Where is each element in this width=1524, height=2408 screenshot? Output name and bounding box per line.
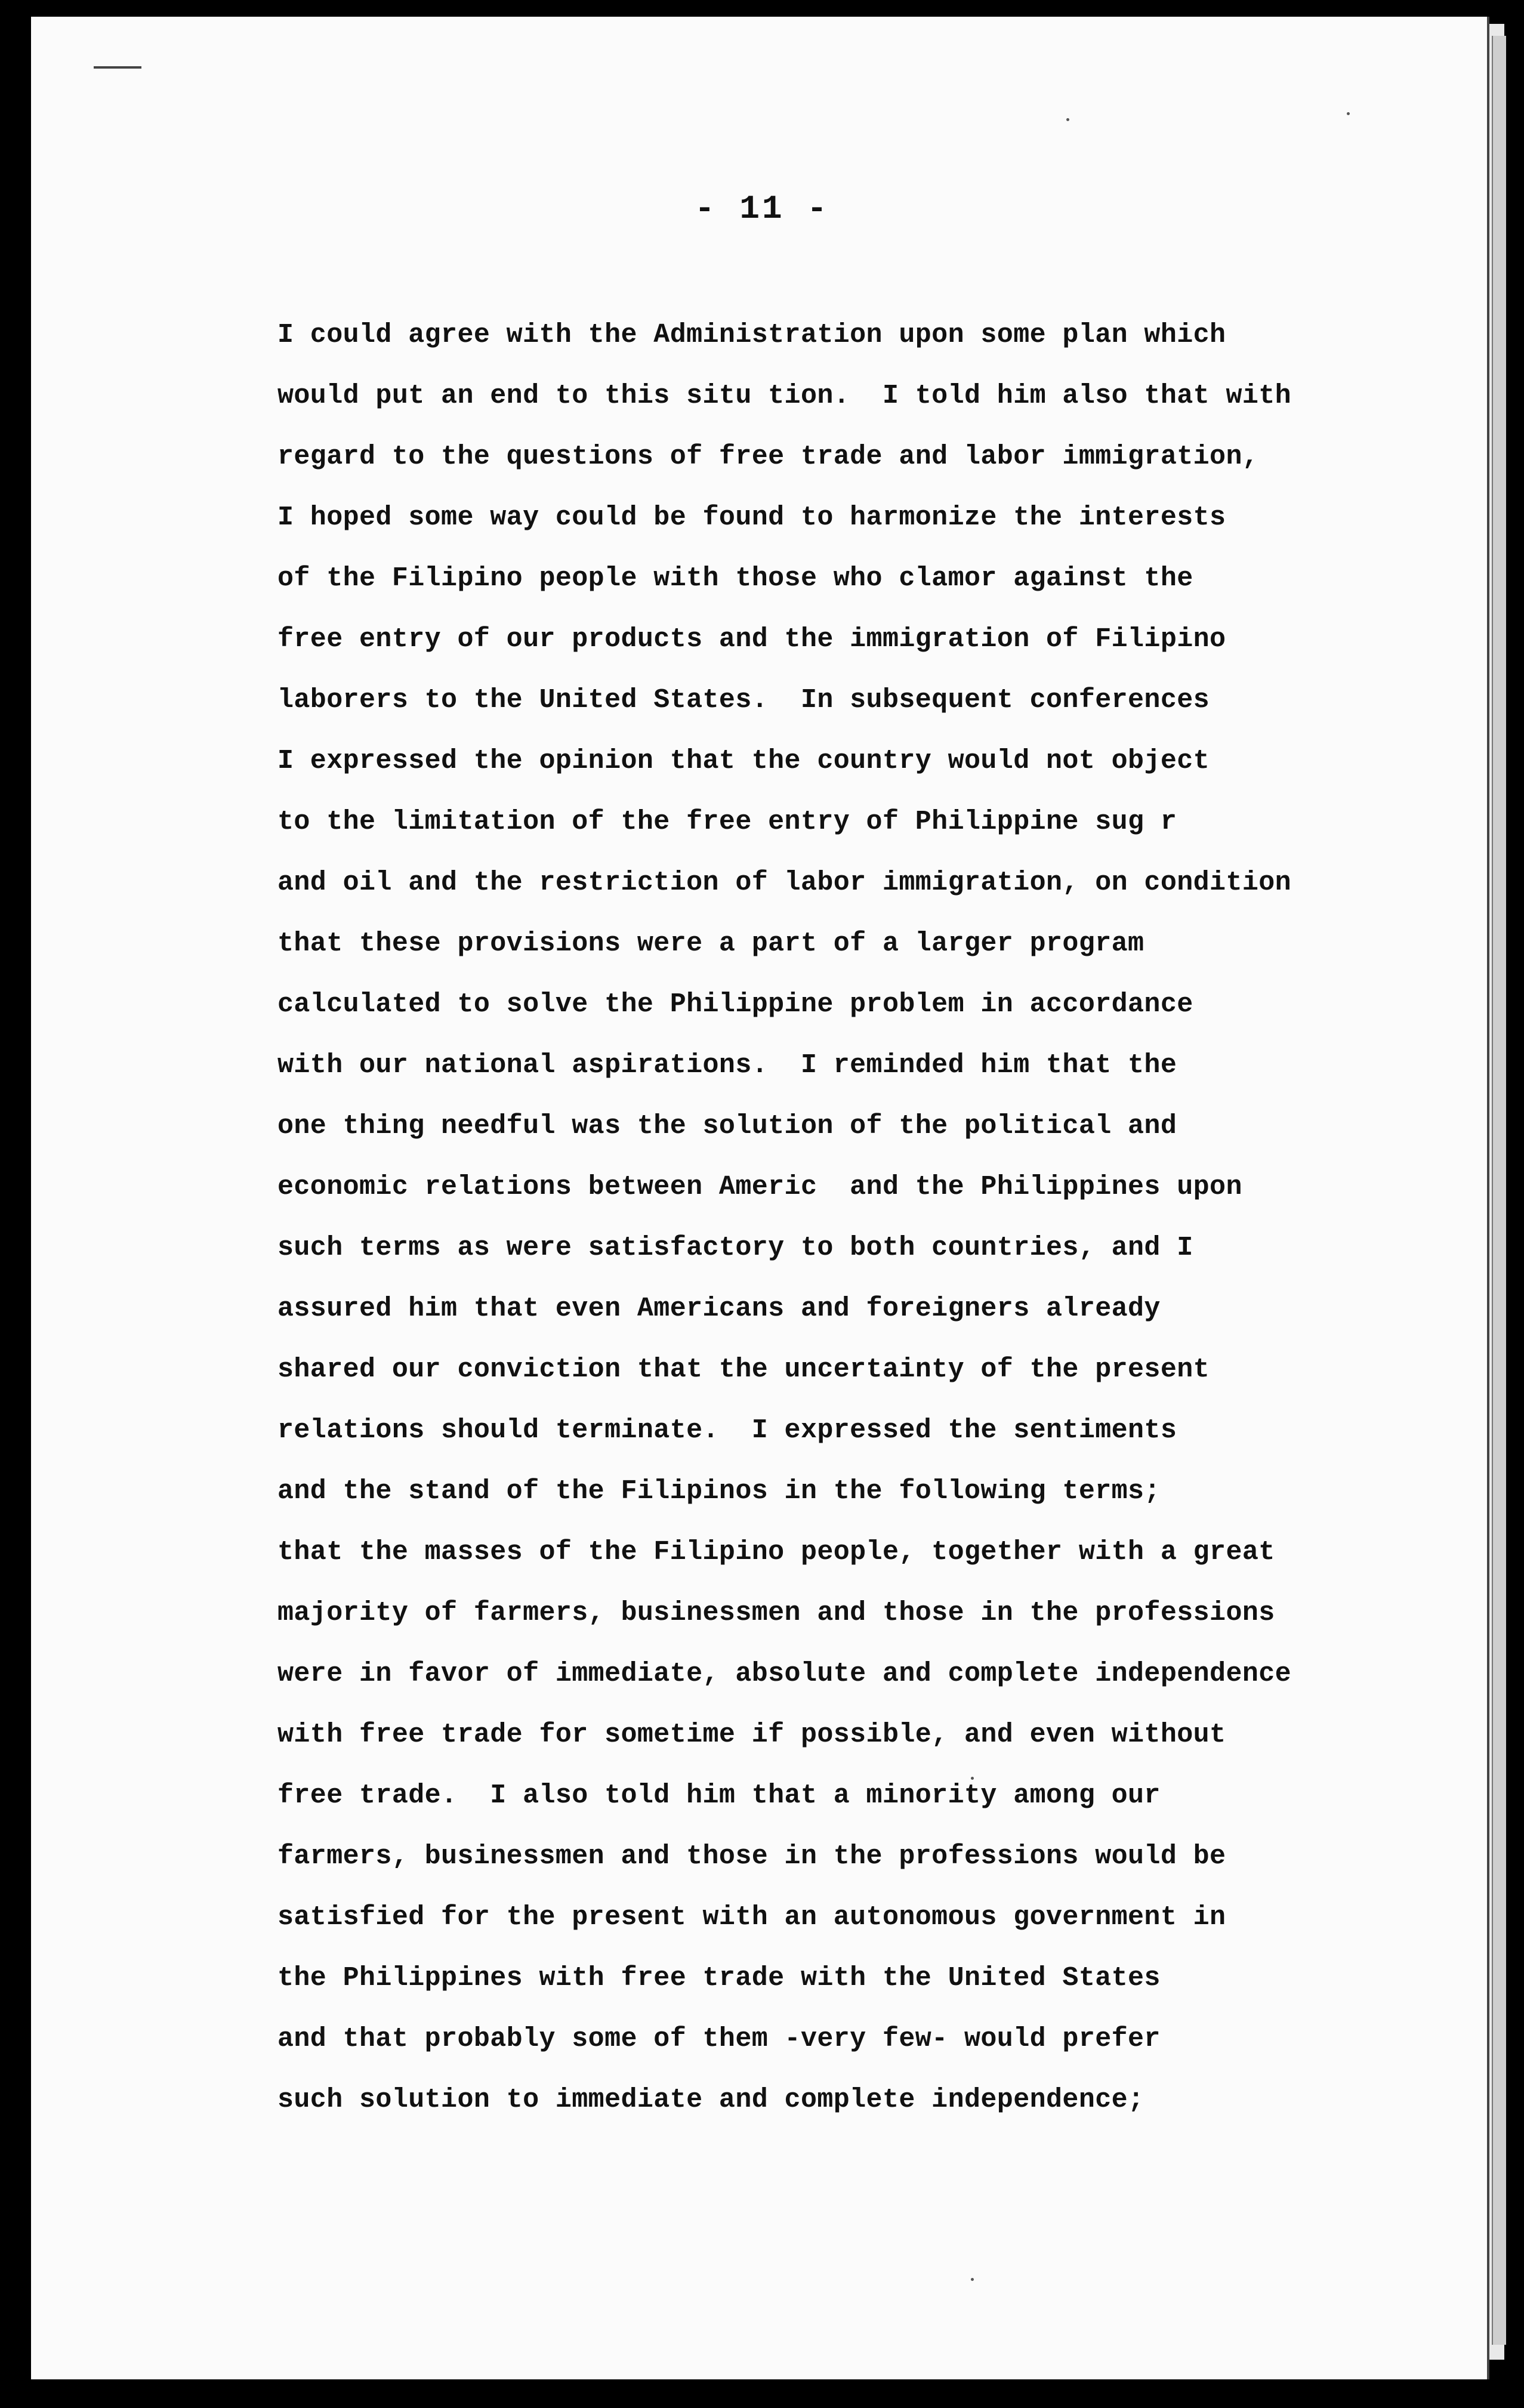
text-line: economic relations between Americ and the Philippines upon [277,1172,1242,1202]
margin-mark [94,66,141,69]
text-line: that these provisions were a part of a larger program [277,928,1144,959]
text-line: satisfied for the present with an autonomous government in [277,1902,1226,1932]
text-line: with our national aspirations. I reminded him that the [277,1050,1177,1080]
paper-speck [1066,118,1069,121]
text-line: and oil and the restriction of labor immigration, on condition [277,868,1292,898]
page-number: - 11 - [695,190,829,228]
text-line: and the stand of the Filipinos in the following terms; [277,1476,1161,1506]
text-line: regard to the questions of free trade and labor immigration, [277,442,1259,472]
underlying-sheet-edge-2 [1492,36,1506,2345]
text-line: that the masses of the Filipino people, together with a great [277,1537,1275,1567]
text-line: relations should terminate. I expressed the sentiments [277,1415,1177,1446]
text-line: shared our conviction that the uncertainty of the present [277,1354,1210,1385]
text-line: to the limitation of the free entry of Philippine sug r [277,807,1177,837]
text-line: I could agree with the Administration upon some plan which [277,320,1226,350]
text-line: I hoped some way could be found to harmonize the interests [277,502,1226,533]
text-line: such solution to immediate and complete independence; [277,2085,1144,2115]
text-line: the Philippines with free trade with the United States [277,1963,1161,1993]
paper-speck [971,2278,974,2281]
text-line: such terms as were satisfactory to both countries, and I [277,1233,1193,1263]
text-line: free trade. I also told him that a minority among our [277,1780,1161,1811]
text-line: farmers, businessmen and those in the professions would be [277,1841,1226,1872]
paper-speck [1347,112,1350,115]
text-line: I expressed the opinion that the country would not object [277,746,1210,776]
text-line: laborers to the United States. In subsequent conferences [277,685,1210,715]
body-text [277,310,1447,2136]
text-line: calculated to solve the Philippine problem in accordance [277,989,1193,1020]
text-line: were in favor of immediate, absolute and complete independence [277,1659,1292,1689]
text-line: of the Filipino people with those who clamor against the [277,563,1193,594]
text-line: one thing needful was the solution of the political and [277,1111,1177,1141]
text-line: with free trade for sometime if possible, and even without [277,1719,1226,1750]
text-line: would put an end to this situ tion. I told him also that with [277,381,1292,411]
text-line: majority of farmers, businessmen and those in the professions [277,1598,1275,1628]
text-line: and that probably some of them -very few- would prefer [277,2024,1161,2054]
text-line: free entry of our products and the immigration of Filipino [277,624,1226,655]
text-line: assured him that even Americans and foreigners already [277,1293,1161,1324]
